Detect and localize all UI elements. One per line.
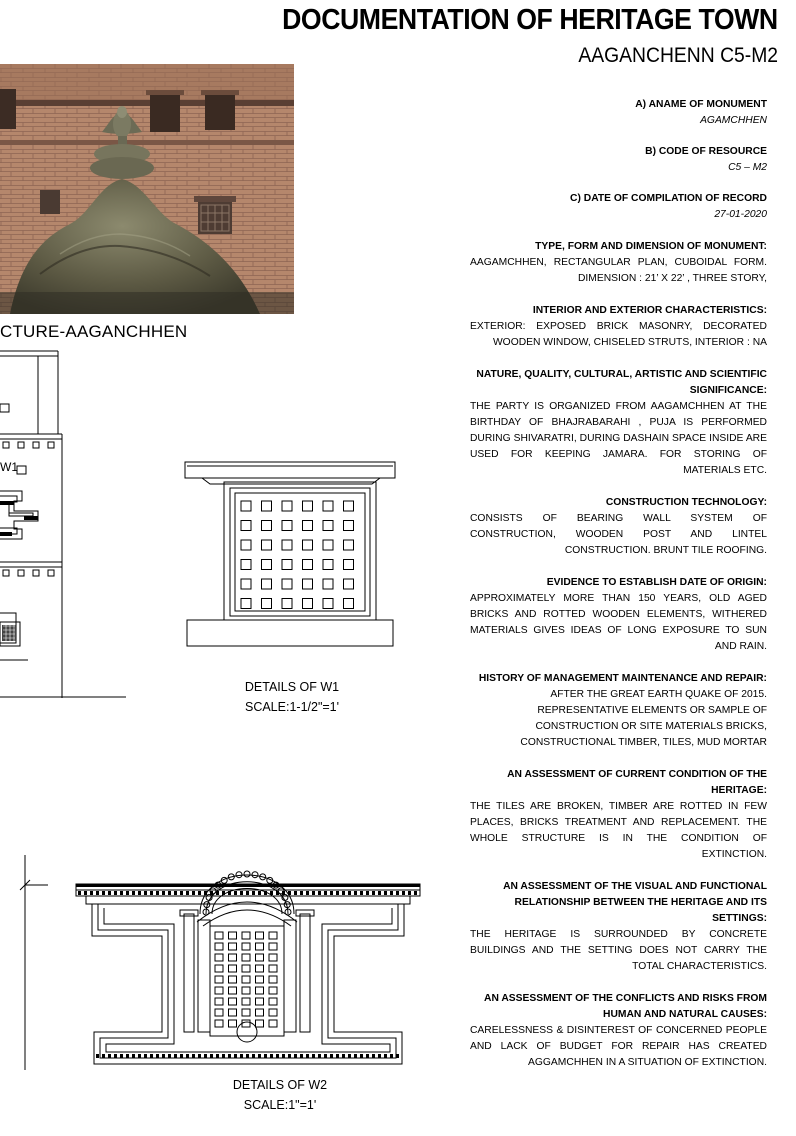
photo-caption: CTURE-AAGANCHHEN	[0, 322, 188, 341]
conflicts-risks-value: CARELESSNESS & DISINTEREST OF CONCERNED PEOPLE AND LACK OF BUDGET FOR REPAIR HAS CREATED AGGAMCHHEN IN A SITUATION OF EXTINCTION.	[470, 1025, 767, 1068]
monument-name-value: AGAMCHHEN	[700, 115, 767, 126]
type-form-label: TYPE, FORM AND DIMENSION OF MONUMENT:	[535, 241, 767, 252]
evidence-label: EVIDENCE TO ESTABLISH DATE OF ORIGIN:	[546, 577, 767, 588]
characteristics-value: EXTERIOR: EXPOSED BRICK MASONRY, DECORATED WOODEN WINDOW, CHISELED STRUTS, INTERIOR : NA	[470, 321, 767, 348]
significance-value: THE PARTY IS ORGANIZED FROM AAGAMCHHEN AT THE BIRTHDAY OF BHAJRABARAHI , PUJA IS PERFORMED DURING SHIVARATRI, DURING DASHAIN SPACE INSIDE ARE USED FOR KEEPING JAMARA. FOR STORING OF MATERIALS ETC.	[470, 401, 767, 476]
section-construction	[470, 495, 767, 559]
section-monument-name	[470, 97, 767, 129]
section-characteristics	[470, 303, 767, 351]
section-conflicts-risks	[470, 991, 767, 1071]
significance-label: NATURE, QUALITY, CULTURAL, ARTISTIC AND SCIENTIFIC SIGNIFICANCE:	[476, 369, 767, 396]
page-subtitle: AAGANCHENN C5-M2	[578, 44, 778, 67]
w2-title: DETAILS OF W2	[232, 1078, 328, 1092]
resource-code-value: C5 – M2	[728, 162, 767, 173]
compilation-date-label: C) DATE OF COMPILATION OF RECORD	[570, 193, 767, 204]
window-w1-drawing	[184, 460, 398, 650]
w2-scale: SCALE:1"=1'	[243, 1098, 317, 1112]
elevation-window-label: W1	[0, 460, 18, 474]
history-label: HISTORY OF MANAGEMENT MAINTENANCE AND REPAIR:	[478, 673, 767, 684]
section-compilation-date	[470, 191, 767, 223]
section-history	[470, 671, 767, 751]
section-significance	[470, 367, 767, 479]
visual-relationship-label: AN ASSESSMENT OF THE VISUAL AND FUNCTIONAL RELATIONSHIP BETWEEN THE HERITAGE AND ITS SETTINGS:	[503, 881, 767, 924]
section-resource-code	[470, 144, 767, 176]
compilation-date-value: 27-01-2020	[714, 209, 767, 220]
w1-title: DETAILS OF W1	[244, 680, 340, 694]
monument-name-label: A) ANAME OF MONUMENT	[635, 99, 767, 110]
type-form-value: AAGAMCHHEN, RECTANGULAR PLAN, CUBOIDAL FORM. DIMENSION : 21’ X 22’ , THREE STORY,	[470, 257, 767, 284]
conflicts-risks-label: AN ASSESSMENT OF THE CONFLICTS AND RISKS FROM HUMAN AND NATURAL CAUSES:	[484, 993, 767, 1020]
w2-caption	[200, 1075, 360, 1115]
construction-value: CONSISTS OF BEARING WALL SYSTEM OF CONSTRUCTION, WOODEN POST AND LINTEL CONSTRUCTION. BRUNT TILE ROOFING.	[470, 513, 767, 556]
evidence-value: APPROXIMATELY MORE THAN 150 YEARS, OLD AGED BRICKS AND ROTTED WOODEN ELEMENTS, WITHERED MATERIALS GIVES IDEAS OF LONG EXPOSURE TO SUN AND RAIN.	[470, 593, 767, 652]
building-elevation-drawing	[0, 348, 130, 700]
characteristics-label: INTERIOR AND EXTERIOR CHARACTERISTICS:	[532, 305, 767, 316]
monument-photo	[0, 64, 294, 314]
condition-value: THE TILES ARE BROKEN, TIMBER ARE ROTTED IN FEW PLACES, BRICKS TREATMENT AND REPLACEMENT. THE WHOLE STRUCTURE IS IN THE CONDITION OF EXTINCTION.	[470, 801, 767, 860]
visual-relationship-value: THE HERITAGE IS SURROUNDED BY CONCRETE BUILDINGS AND THE SETTING DOES NOT CARRY THE TOTAL CHARACTERISTICS.	[470, 929, 767, 972]
section-visual-relationship	[470, 879, 767, 975]
resource-code-label: B) CODE OF RESOURCE	[645, 146, 767, 157]
page-title: DOCUMENTATION OF HERITAGE TOWN	[282, 4, 778, 36]
w1-scale: SCALE:1-1/2"=1'	[244, 700, 340, 714]
section-type-form	[470, 239, 767, 287]
history-value: AFTER THE GREAT EARTH QUAKE OF 2015. REPRESENTATIVE ELEMENTS OR SAMPLE OF CONSTRUCTION OR SITE MATERIALS BRICKS, CONSTRUCTIONAL TIMBER, TILES, MUD MORTAR	[520, 689, 767, 748]
section-condition	[470, 767, 767, 863]
w2-dimension-line	[0, 850, 50, 1080]
window-w2-drawing	[72, 856, 424, 1074]
record-sections	[470, 97, 767, 1087]
section-evidence	[470, 575, 767, 655]
condition-label: AN ASSESSMENT OF CURRENT CONDITION OF THE HERITAGE:	[507, 769, 767, 796]
w1-caption	[212, 677, 372, 717]
construction-label: CONSTRUCTION TECHNOLOGY:	[605, 497, 767, 508]
